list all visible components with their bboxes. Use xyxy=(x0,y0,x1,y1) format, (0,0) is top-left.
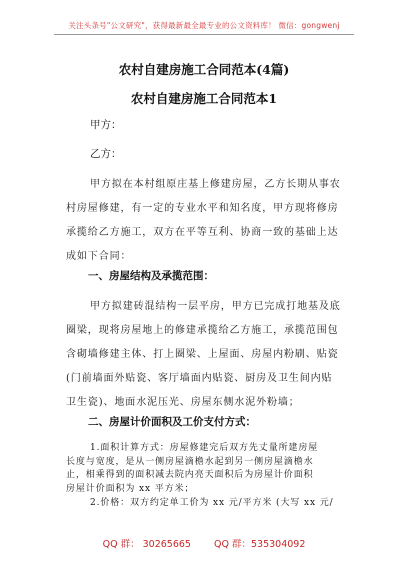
document-subtitle: 农村自建房施工合同范本1 xyxy=(130,91,278,106)
header-divider xyxy=(54,34,354,35)
intro-line: 承揽给乙方施工，双方在平等互利、协商一致的基础上达 xyxy=(66,227,339,238)
section-heading: 一、房屋结构及承揽范围： xyxy=(88,270,214,282)
footer-qq-group-2: QQ 群：535304092 xyxy=(214,539,306,550)
section1-line: 甲方拟建砖混结构一层平房，甲方已完成打地基及底 xyxy=(90,301,341,312)
section1-line: 圈梁，现将房屋地上的修建承揽给乙方施工，承揽范围包 xyxy=(66,325,339,336)
header-note: 关注头条号"公文研究"，获得最新最全最专业的公文资料库！ 微信：gongwenj xyxy=(68,21,340,30)
intro-line: 成如下合同： xyxy=(66,251,132,262)
section2-line: 房屋计价面积为 xx 平方米； xyxy=(66,484,195,495)
intro-line: 村房屋修建，有一定的专业水平和知名度，甲方现将修房 xyxy=(66,203,339,214)
section2-line: 2.价格：双方约定单工价为 xx 元/平方米 (大写 xx 元/ xyxy=(90,497,334,508)
intro-line: 甲方拟在本村组原庄基上修建房屋，乙方长期从事农 xyxy=(90,179,341,190)
section2-line: 1.面积计算方式：房屋修建完后双方先丈量所建房屋 xyxy=(90,443,319,453)
section-heading: 二、房屋计价面积及工价支付方式： xyxy=(88,416,256,428)
party-b-label: 乙方： xyxy=(90,148,122,160)
footer-contacts xyxy=(0,536,408,550)
section1-line: (门前墙面外贴瓷、客厅墙面内贴瓷、厨房及卫生间内贴 xyxy=(66,373,333,384)
section2-line: 止，相乘得到的面积减去院内亮天面积后为房屋计价面积 xyxy=(66,470,314,481)
document-title: 农村自建房施工合同范本(4篇) xyxy=(118,62,290,77)
party-a-label: 甲方： xyxy=(90,119,122,131)
section1-line: 含砌墙修建主体、打上圈梁、上屋面、房屋内粉刷、贴瓷 xyxy=(66,349,339,360)
section2-line: 长度与宽度，是从一侧房屋滴檐水起到另一侧房屋滴檐水 xyxy=(66,456,314,467)
footer-qq-group-1: QQ 群： 30265665 xyxy=(102,539,191,550)
section1-line: 卫生瓷)、地面水泥压光、房屋东侧水泥外粉墙； xyxy=(66,397,300,408)
